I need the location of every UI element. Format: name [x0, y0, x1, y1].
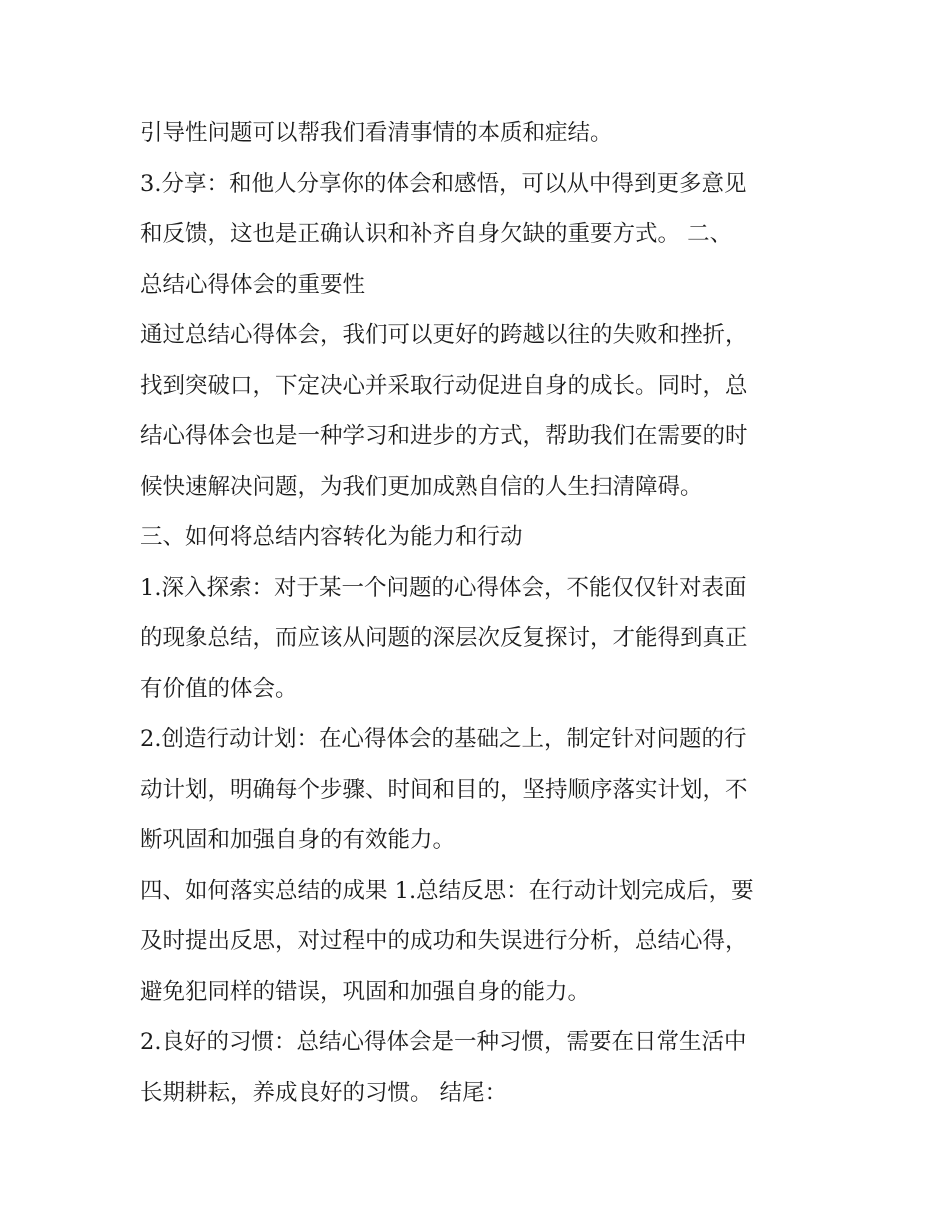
text-line: 引导性问题可以帮我们看清事情的本质和症结。 [140, 120, 613, 146]
text-line: 候快速解决问题，为我们更加成熟自信的人生扫清障碍。 [140, 473, 703, 500]
text-line: 动计划，明确每个步骤、时间和目的，坚持顺序落实计划，不 [140, 776, 748, 803]
text-line: 1.深入探索：对于某一个问题的心得体会，不能仅仅针对表面 [140, 574, 747, 601]
text-line: 找到突破口，下定决心并采取行动促进自身的成长。同时，总 [140, 372, 748, 399]
text-line: 3.分享：和他人分享你的体会和感悟，可以从中得到更多意见 [140, 170, 747, 197]
section-heading: 三、如何将总结内容转化为能力和行动 [140, 524, 523, 550]
text-line: 长期耕耘，养成良好的习惯。 结尾： [140, 1079, 508, 1106]
text-line: 有价值的体会。 [140, 675, 298, 702]
text-line: 及时提出反思，对过程中的成功和失误进行分析，总结心得， [140, 928, 748, 954]
text-line: 四、如何落实总结的成果 1.总结反思：在行动计划完成后，要 [140, 877, 754, 904]
text-line: 避免犯同样的错误，巩固和加强自身的能力。 [140, 978, 591, 1005]
text-line: 结心得体会也是一种学习和进步的方式，帮助我们在需要的时 [140, 423, 748, 449]
text-line: 通过总结心得体会，我们可以更好的跨越以往的失败和挫折， [140, 322, 748, 348]
text-line: 2.创造行动计划：在心得体会的基础之上，制定针对问题的行 [140, 726, 747, 752]
text-line: 的现象总结，而应该从问题的深层次反复探讨，才能得到真正 [140, 625, 748, 651]
text-line: 和反馈，这也是正确认识和补齐自身欠缺的重要方式。 二、 [140, 221, 733, 247]
document-body [140, 108, 840, 1118]
section-heading: 总结心得体会的重要性 [140, 271, 366, 298]
text-line: 2.良好的习惯：总结心得体会是一种习惯，需要在日常生活中 [140, 1029, 747, 1055]
text-line: 断巩固和加强自身的有效能力。 [140, 827, 456, 853]
